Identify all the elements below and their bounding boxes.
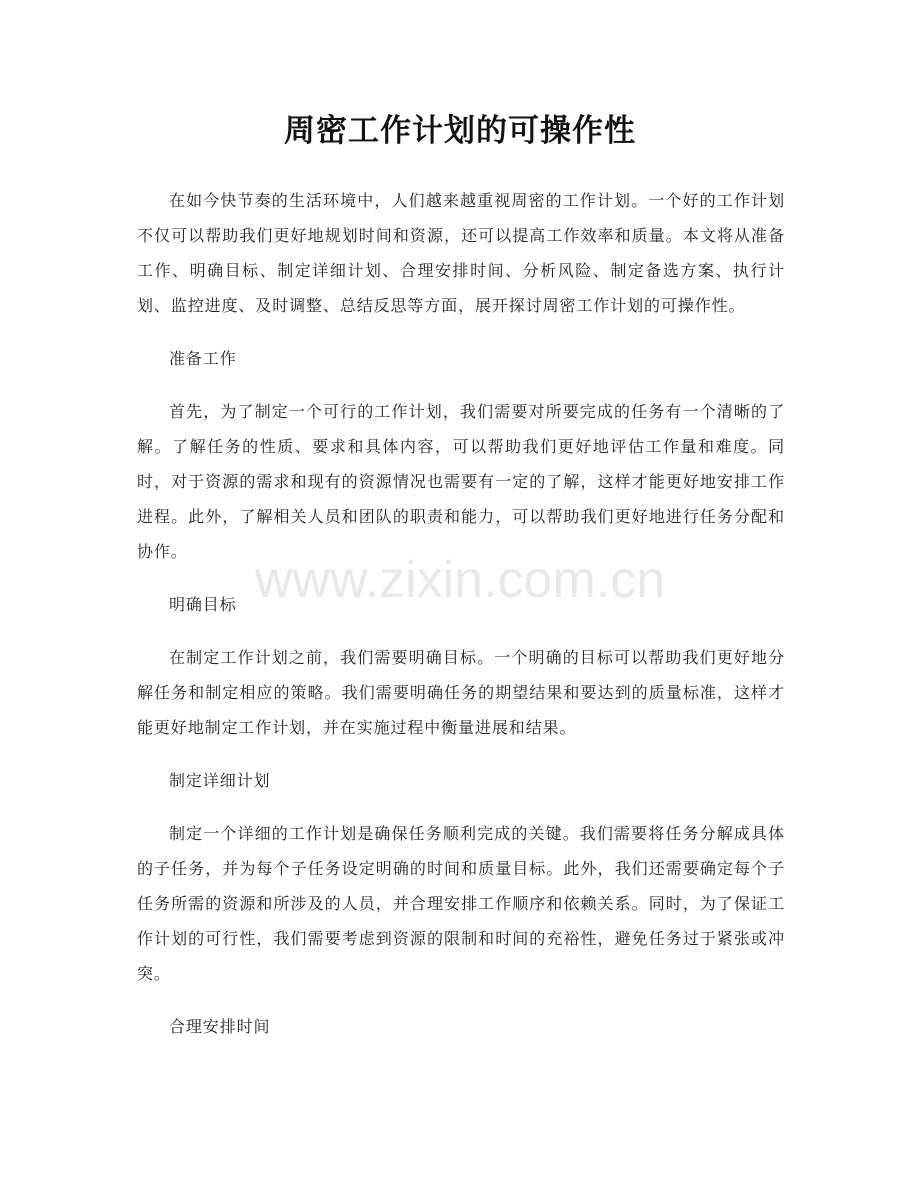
- section-heading-detailed-plan: 制定详细计划: [169, 771, 271, 790]
- section-heading-time-arrangement: 合理安排时间: [169, 1017, 271, 1036]
- document-body: [137, 183, 785, 1062]
- detailed-plan-paragraph: 制定一个详细的工作计划是确保任务顺利完成的关键。我们需要将任务分解成具体的子任务，并为每个子任务设定明确的时间和质量目标。此外，我们还需要确定每个子任务所需的资源和所涉及的人员，并合理安排工作顺序和依赖关系。同时，为了保证工作计划的可行性，我们需要考虑到资源的限制和时间的充裕性，避免任务过于紧张或冲突。: [137, 824, 785, 983]
- section-heading-clear-goals: 明确目标: [169, 595, 237, 614]
- intro-paragraph: 在如今快节奏的生活环境中，人们越来越重视周密的工作计划。一个好的工作计划不仅可以帮助我们更好地规划时间和资源，还可以提高工作效率和质量。本文将从准备工作、明确目标、制定详细计划、合理安排时间、分析风险、制定备选方案、执行计划、监控进度、及时调整、总结反思等方面，展开探讨周密工作计划的可操作性。: [137, 191, 785, 315]
- document-title: 周密工作计划的可操作性: [284, 113, 636, 149]
- section-heading-preparation: 准备工作: [169, 349, 237, 368]
- clear-goals-paragraph: 在制定工作计划之前，我们需要明确目标。一个明确的目标可以帮助我们更好地分解任务和制定相应的策略。我们需要明确任务的期望结果和要达到的质量标准，这样才能更好地制定工作计划，并在实施过程中衡量进展和结果。: [137, 648, 785, 737]
- preparation-paragraph: 首先，为了制定一个可行的工作计划，我们需要对所要完成的任务有一个清晰的了解。了解任务的性质、要求和具体内容，可以帮助我们更好地评估工作量和难度。同时，对于资源的需求和现有的资源情况也需要有一定的了解，这样才能更好地安排工作进程。此外，了解相关人员和团队的职责和能力，可以帮助我们更好地进行任务分配和协作。: [137, 402, 785, 561]
- watermark: www.zixin.com.cn: [254, 551, 666, 609]
